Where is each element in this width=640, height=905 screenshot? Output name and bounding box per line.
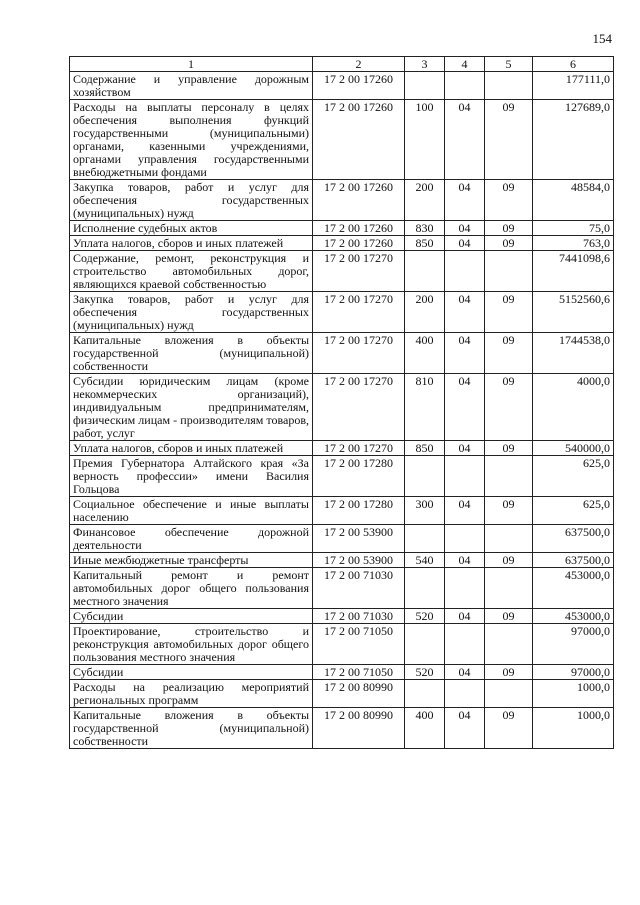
row-name-cell: Уплата налогов, сборов и иных платежей	[70, 441, 313, 456]
row-rz-cell: 04	[445, 665, 485, 680]
table-row	[70, 221, 614, 236]
row-rz-cell: 04	[445, 374, 485, 441]
row-pr-cell: 09	[485, 180, 533, 221]
table-row	[70, 568, 614, 609]
row-pr-cell: 09	[485, 374, 533, 441]
budget-table-body	[70, 57, 614, 749]
row-code-cell: 17 2 00 17260	[313, 100, 405, 180]
row-code-cell: 17 2 00 17280	[313, 497, 405, 525]
row-name-cell: Капитальные вложения в объекты государственной (муниципальной) собственности	[70, 333, 313, 374]
table-header-row	[70, 57, 614, 72]
row-rz-cell: 04	[445, 180, 485, 221]
row-vr-cell: 400	[405, 708, 445, 749]
row-name-cell: Исполнение судебных актов	[70, 221, 313, 236]
row-vr-cell: 540	[405, 553, 445, 568]
row-pr-cell: 09	[485, 221, 533, 236]
table-row	[70, 624, 614, 665]
row-vr-cell: 100	[405, 100, 445, 180]
header-cell: 2	[313, 57, 405, 72]
row-pr-cell	[485, 568, 533, 609]
row-sum-cell: 1000,0	[533, 708, 614, 749]
row-pr-cell: 09	[485, 236, 533, 251]
row-code-cell: 17 2 00 17260	[313, 236, 405, 251]
row-pr-cell	[485, 456, 533, 497]
row-pr-cell: 09	[485, 292, 533, 333]
row-vr-cell	[405, 72, 445, 100]
row-code-cell: 17 2 00 71030	[313, 609, 405, 624]
table-row	[70, 708, 614, 749]
row-name-cell: Субсидии	[70, 609, 313, 624]
table-row	[70, 251, 614, 292]
row-rz-cell	[445, 568, 485, 609]
row-code-cell: 17 2 00 17280	[313, 456, 405, 497]
row-code-cell: 17 2 00 53900	[313, 553, 405, 568]
row-rz-cell: 04	[445, 497, 485, 525]
header-cell: 5	[485, 57, 533, 72]
row-rz-cell: 04	[445, 292, 485, 333]
row-vr-cell: 810	[405, 374, 445, 441]
row-sum-cell: 4000,0	[533, 374, 614, 441]
row-name-cell: Содержание, ремонт, реконструкция и строительство автомобильных дорог, являющихся краевой собственностью	[70, 251, 313, 292]
row-rz-cell: 04	[445, 333, 485, 374]
row-pr-cell: 09	[485, 441, 533, 456]
table-row	[70, 100, 614, 180]
page-number: 154	[592, 31, 612, 46]
row-code-cell: 17 2 00 71030	[313, 568, 405, 609]
row-code-cell: 17 2 00 80990	[313, 680, 405, 708]
row-sum-cell: 637500,0	[533, 525, 614, 553]
row-rz-cell: 04	[445, 100, 485, 180]
row-vr-cell: 520	[405, 665, 445, 680]
row-pr-cell: 09	[485, 708, 533, 749]
table-row	[70, 333, 614, 374]
row-vr-cell	[405, 568, 445, 609]
row-sum-cell: 48584,0	[533, 180, 614, 221]
row-sum-cell: 75,0	[533, 221, 614, 236]
row-vr-cell	[405, 680, 445, 708]
header-cell: 4	[445, 57, 485, 72]
row-rz-cell: 04	[445, 609, 485, 624]
row-vr-cell: 400	[405, 333, 445, 374]
row-rz-cell: 04	[445, 236, 485, 251]
row-sum-cell: 453000,0	[533, 609, 614, 624]
row-vr-cell: 300	[405, 497, 445, 525]
row-rz-cell: 04	[445, 441, 485, 456]
row-name-cell: Премия Губернатора Алтайского края «За верность профессии» имени Василия Гольцова	[70, 456, 313, 497]
row-rz-cell: 04	[445, 708, 485, 749]
table-row	[70, 441, 614, 456]
row-name-cell: Социальное обеспечение и иные выплаты населению	[70, 497, 313, 525]
row-rz-cell	[445, 251, 485, 292]
row-sum-cell: 127689,0	[533, 100, 614, 180]
row-pr-cell: 09	[485, 100, 533, 180]
row-vr-cell: 520	[405, 609, 445, 624]
row-sum-cell: 1744538,0	[533, 333, 614, 374]
row-rz-cell	[445, 456, 485, 497]
row-code-cell: 17 2 00 17270	[313, 374, 405, 441]
row-code-cell: 17 2 00 80990	[313, 708, 405, 749]
table-row	[70, 180, 614, 221]
table-row	[70, 374, 614, 441]
table-row	[70, 292, 614, 333]
table-row	[70, 497, 614, 525]
row-name-cell: Субсидии юридическим лицам (кроме некоммерческих организаций), индивидуальным предпринимателям, физическим лицам - производителям товаров, работ, услуг	[70, 374, 313, 441]
row-name-cell: Финансовое обеспечение дорожной деятельности	[70, 525, 313, 553]
header-cell: 6	[533, 57, 614, 72]
row-pr-cell	[485, 680, 533, 708]
table-row	[70, 525, 614, 553]
table-row	[70, 553, 614, 568]
row-code-cell: 17 2 00 17260	[313, 180, 405, 221]
row-rz-cell: 04	[445, 221, 485, 236]
row-code-cell: 17 2 00 17270	[313, 333, 405, 374]
row-sum-cell: 97000,0	[533, 665, 614, 680]
row-vr-cell: 850	[405, 236, 445, 251]
row-name-cell: Расходы на выплаты персоналу в целях обеспечения выполнения функций государственными (муниципальными) органами, казенными учреждениями, органами управления государственными внебюджетными фондами	[70, 100, 313, 180]
row-code-cell: 17 2 00 17270	[313, 441, 405, 456]
row-code-cell: 17 2 00 17260	[313, 72, 405, 100]
row-vr-cell: 850	[405, 441, 445, 456]
row-pr-cell	[485, 72, 533, 100]
row-sum-cell: 453000,0	[533, 568, 614, 609]
row-pr-cell: 09	[485, 333, 533, 374]
row-name-cell: Расходы на реализацию мероприятий региональных программ	[70, 680, 313, 708]
row-pr-cell: 09	[485, 609, 533, 624]
row-name-cell: Закупка товаров, работ и услуг для обеспечения государственных (муниципальных) нужд	[70, 292, 313, 333]
row-sum-cell: 625,0	[533, 497, 614, 525]
row-sum-cell: 540000,0	[533, 441, 614, 456]
row-sum-cell: 763,0	[533, 236, 614, 251]
row-pr-cell	[485, 251, 533, 292]
row-sum-cell: 5152560,6	[533, 292, 614, 333]
row-code-cell: 17 2 00 53900	[313, 525, 405, 553]
row-code-cell: 17 2 00 17260	[313, 221, 405, 236]
row-code-cell: 17 2 00 71050	[313, 624, 405, 665]
row-rz-cell	[445, 624, 485, 665]
header-cell: 1	[70, 57, 313, 72]
row-name-cell: Закупка товаров, работ и услуг для обеспечения государственных (муниципальных) нужд	[70, 180, 313, 221]
table-row	[70, 456, 614, 497]
row-code-cell: 17 2 00 17270	[313, 292, 405, 333]
row-name-cell: Капитальные вложения в объекты государственной (муниципальной) собственности	[70, 708, 313, 749]
row-vr-cell	[405, 525, 445, 553]
table-row	[70, 72, 614, 100]
row-sum-cell: 625,0	[533, 456, 614, 497]
row-pr-cell	[485, 525, 533, 553]
row-name-cell: Иные межбюджетные трансферты	[70, 553, 313, 568]
row-vr-cell: 200	[405, 292, 445, 333]
row-sum-cell: 177111,0	[533, 72, 614, 100]
row-rz-cell	[445, 680, 485, 708]
row-pr-cell: 09	[485, 665, 533, 680]
row-sum-cell: 1000,0	[533, 680, 614, 708]
row-name-cell: Субсидии	[70, 665, 313, 680]
row-name-cell: Уплата налогов, сборов и иных платежей	[70, 236, 313, 251]
row-sum-cell: 7441098,6	[533, 251, 614, 292]
budget-table	[69, 56, 614, 749]
row-vr-cell: 200	[405, 180, 445, 221]
row-name-cell: Проектирование, строительство и реконструкция автомобильных дорог общего пользования местного значения	[70, 624, 313, 665]
table-row	[70, 609, 614, 624]
table-row	[70, 236, 614, 251]
row-code-cell: 17 2 00 17270	[313, 251, 405, 292]
row-rz-cell	[445, 72, 485, 100]
row-pr-cell: 09	[485, 497, 533, 525]
row-vr-cell: 830	[405, 221, 445, 236]
row-vr-cell	[405, 251, 445, 292]
row-name-cell: Содержание и управление дорожным хозяйством	[70, 72, 313, 100]
row-sum-cell: 97000,0	[533, 624, 614, 665]
row-vr-cell	[405, 624, 445, 665]
row-pr-cell: 09	[485, 553, 533, 568]
row-code-cell: 17 2 00 71050	[313, 665, 405, 680]
row-name-cell: Капитальный ремонт и ремонт автомобильных дорог общего пользования местного значения	[70, 568, 313, 609]
row-vr-cell	[405, 456, 445, 497]
table-row	[70, 680, 614, 708]
row-rz-cell: 04	[445, 553, 485, 568]
header-cell: 3	[405, 57, 445, 72]
table-row	[70, 665, 614, 680]
row-sum-cell: 637500,0	[533, 553, 614, 568]
row-pr-cell	[485, 624, 533, 665]
row-rz-cell	[445, 525, 485, 553]
